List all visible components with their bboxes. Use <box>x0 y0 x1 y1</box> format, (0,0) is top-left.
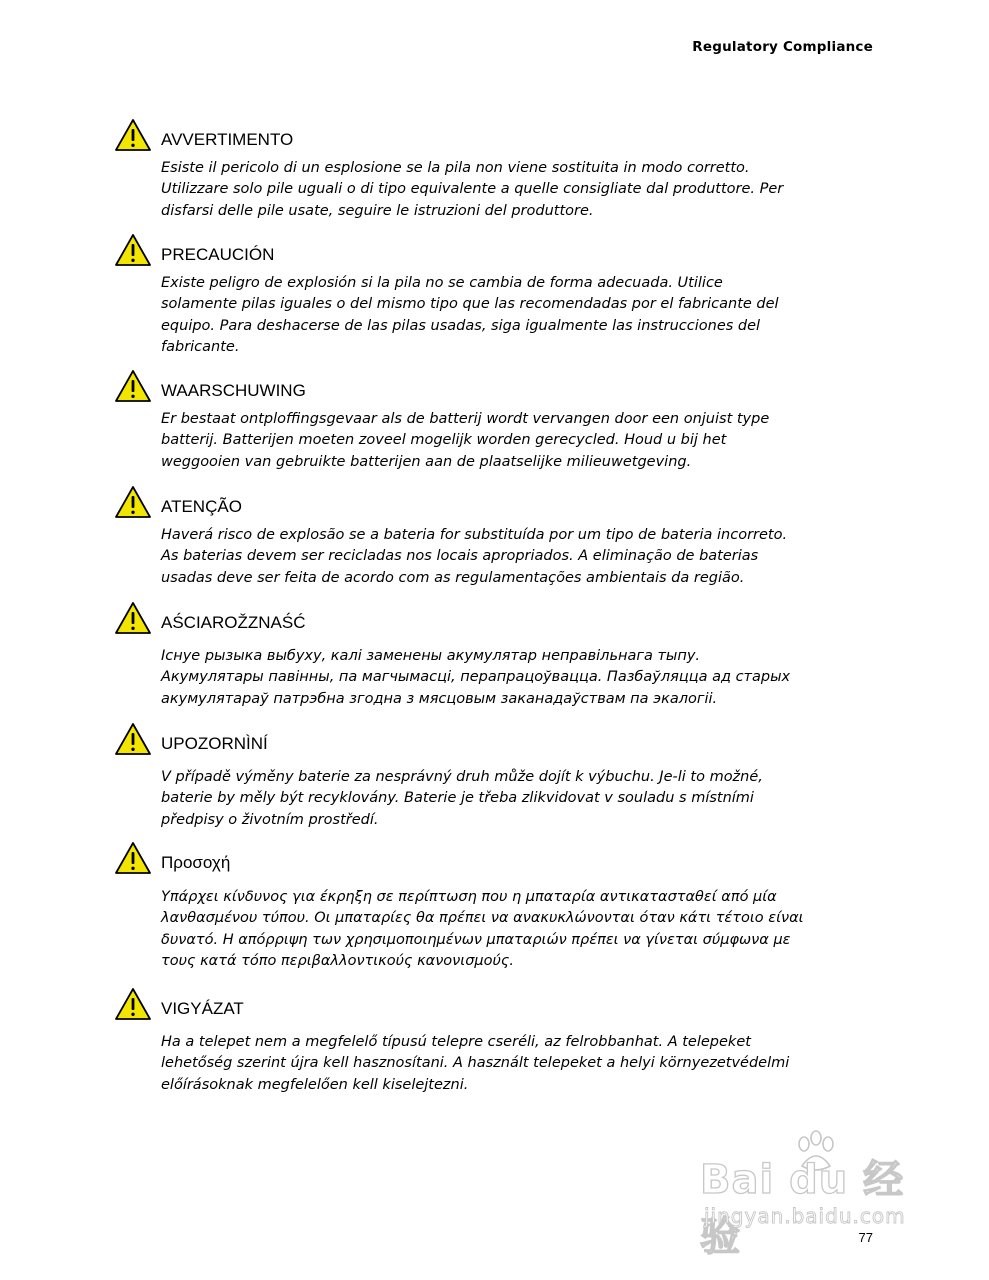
warning-title: PRECAUCIÓN <box>161 245 275 264</box>
warning-body: Haverá risco de explosão se a bateria for substituída por um tipo de bateria incorreto. As baterias devem ser recicladas nos locais apropriados. A eliminação de baterias usadas deve ser feita de acordo com as regulamentações ambientais da região. <box>161 527 788 586</box>
warning-body: Existe peligro de explosión si la pila no se cambia de forma adecuada. Utilice solamente pilas iguales o del mismo tipo que las recomendadas por el fabricante del equipo. Para deshacerse de las pilas usadas, siga igualmente las instrucciones del fabricante. <box>161 275 779 355</box>
warning-body: V případě výměny baterie za nesprávný druh může dojít k výbuchu. Je-li to možné, baterie by měly být recyklovány. Baterie je třeba zlikvidovat v souladu s místními předpisy o životním prostředí. <box>161 769 763 828</box>
warning-body: Er bestaat ontploffingsgevaar als de batterij wordt vervangen door een onjuist type batterij. Batterijen moeten zoveel mogelijk worden gerecycled. Houd u bij het weggooien van gebruikte batterijen aan de plaatselijke milieuwetgeving. <box>161 411 770 470</box>
running-header: Regulatory Compliance <box>692 39 873 55</box>
warning-triangle-icon <box>114 987 152 1021</box>
warning-title: VIGYÁZAT <box>161 999 244 1018</box>
warning-body: Esiste il pericolo di un esplosione se la pila non viene sostituita in modo corretto. Utilizzare solo pile uguali o di tipo equivalente a quelle consigliate dal produttore. Per disfarsi delle pile usate, seguire le istruzioni del produttore. <box>161 160 784 219</box>
warning-body: Ha a telepet nem a megfelelő típusú telepre cseréli, az felrobbanhat. A telepeket lehetőség szerint újra kell hasznosítani. A használt telepeket a helyi környezetvédelmi előírásoknak megfelelően kell kiselejtezni. <box>161 1034 790 1093</box>
warning-title: AŚCIAROŽZNAŚĆ <box>161 613 306 632</box>
watermark-brand: Bai du 经验 <box>700 1157 905 1260</box>
baidu-watermark <box>700 1130 940 1260</box>
warning-triangle-icon <box>114 841 152 875</box>
warning-title: Προσοχή <box>161 853 231 872</box>
warning-title: WAARSCHUWING <box>161 381 306 400</box>
warning-triangle-icon <box>114 369 152 403</box>
warning-title: UPOZORNÌNÍ <box>161 734 268 753</box>
warning-triangle-icon <box>114 722 152 756</box>
warning-triangle-icon <box>114 118 152 152</box>
warning-title: ATENÇÃO <box>161 497 242 516</box>
page-number: 77 <box>858 1230 873 1245</box>
watermark-site: jingyan.baidu.com <box>704 1204 906 1228</box>
warning-triangle-icon <box>114 485 152 519</box>
warning-triangle-icon <box>114 233 152 267</box>
warning-body: Існуе рызыка выбуху, калі заменены акумулятар неправільнага тыпу. Акумулятары павінны, па магчымасці, перапрацоўвацца. Пазбаўляцца ад старых акумулятараў патрэбна згодна з мясцовым заканадаўствам па экалогіі. <box>161 648 791 707</box>
warning-title: AVVERTIMENTO <box>161 130 294 149</box>
warning-triangle-icon <box>114 601 152 635</box>
warning-body: Υπάρχει κίνδυνος για έκρηξη σε περίπτωση που η μπαταρία αντικατασταθεί από μία λανθασμένου τύπου. Οι μπαταρίες θα πρέπει να ανακυκλώνονται όταν κάτι τέτοιο είναι δυνατό. Η απόρριψη των χρησιμοποιημένων μπαταριών πρέπει να γίνεται σύμφωνα με τους κατά τόπο περιβαλλοντικούς κανονισμούς. <box>161 889 804 969</box>
